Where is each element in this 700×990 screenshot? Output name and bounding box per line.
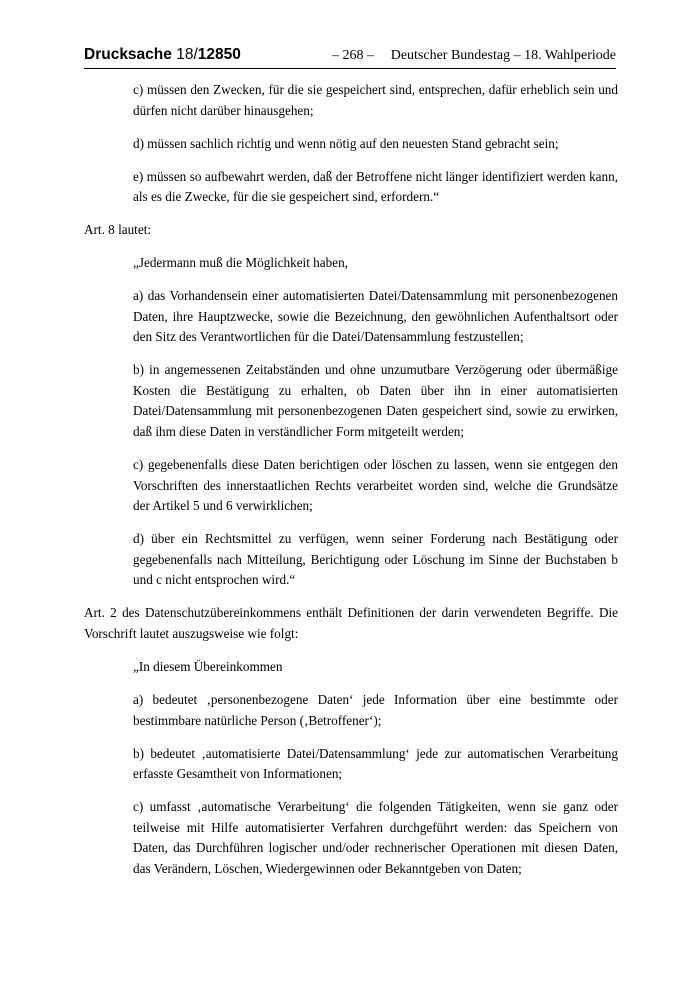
document-number-part: 18/: [176, 46, 198, 63]
paragraph-art8-item-a: a) das Vorhandensein einer automatisierten Datei/Datensammlung mit personenbezogenen Daten, ihre Hauptzwecke, sowie die Bezeichnung, den gewöhnlichen Aufenthaltsort oder den Sitz des Verantwortlichen für die Datei/Datensammlung festzustellen;: [133, 288, 618, 345]
paragraph-item-e-storage: e) müssen so aufbewahrt werden, daß der Betroffene nicht länger identifiziert werden kann, als es die Zwecke, für die sie gespeichert sind, erfordern.“: [133, 168, 618, 205]
paragraph-art2-quote-start: „In diesem Übereinkommen: [133, 658, 283, 674]
paragraph-item-d-accuracy: d) müssen sachlich richtig und wenn nötig auf den neuesten Stand gebracht sein;: [133, 135, 559, 151]
header-title: Deutscher Bundestag – 18. Wahlperiode: [390, 48, 616, 63]
paragraph-art8-quote-start: „Jedermann muß die Möglichkeit haben,: [133, 255, 348, 271]
paragraph-item-c-purpose: c) müssen den Zwecken, für die sie gespeichert sind, entsprechen, dafür erheblich sein und dürfen nicht darüber hinausgehen;: [133, 82, 618, 118]
document-number-bold: 12850: [197, 46, 241, 63]
document-body: [84, 80, 618, 879]
paragraph-art2-intro: Art. 2 des Datenschutzübereinkommens enthält Definitionen der darin verwendeten Begriffe. Die Vorschrift lautet auszugsweise wie folgt:: [84, 605, 618, 641]
paragraph-art2-item-b: b) bedeutet ‚automatisierte Datei/Datensammlung‘ jede zur automatischen Verarbeitung erfasste Gesamtheit von Informationen;: [133, 745, 618, 782]
document-label: Drucksache: [84, 46, 172, 63]
paragraph-art8-item-b: b) in angemessenen Zeitabständen und ohne unzumutbare Verzögerung oder übermäßige Kosten die Bestätigung zu erhalten, ob Daten über ihn in einer automatisierten Datei/Datensammlung mit personenbezogenen Daten gespeichert sind, sowie zu erwirken, daß ihm diese Daten in verständlicher Form mitgeteilt werden;: [133, 362, 618, 440]
paragraph-art2-item-a: a) bedeutet ‚personenbezogene Daten‘ jede Information über eine bestimmte oder bestimmbare natürliche Person (‚Betroffener‘);: [133, 691, 618, 728]
paragraph-art8-item-d: d) über ein Rechtsmittel zu verfügen, wenn seiner Forderung nach Bestätigung oder gegebenenfalls nach Mitteilung, Berichtigung oder Löschung im Sinne der Buchstaben b und c nicht entsprochen wird.“: [133, 531, 618, 588]
document-number: [84, 46, 241, 64]
paragraph-art8-intro: Art. 8 lautet:: [84, 222, 152, 238]
page-number: – 268 –: [332, 48, 374, 63]
paragraph-art8-item-c: c) gegebenenfalls diese Daten berichtigen oder löschen zu lassen, wenn sie entgegen den Vorschriften des innerstaatlichen Rechts verarbeitet worden sind, welche die Grundsätze der Artikel 5 und 6 verwirklichen;: [133, 457, 618, 514]
paragraph-art2-item-c: c) umfasst ‚automatische Verarbeitung‘ die folgenden Tätigkeiten, wenn sie ganz oder teilweise mit Hilfe automatisierter Verfahren durchgeführt werden: das Speichern von Daten, das Durchführen logischer und/oder rechnerischer Operationen mit diesen Daten, das Verändern, Löschen, Wiedergewinnen oder Bekanntgeben von Daten;: [133, 799, 618, 876]
page-header: [84, 44, 616, 69]
